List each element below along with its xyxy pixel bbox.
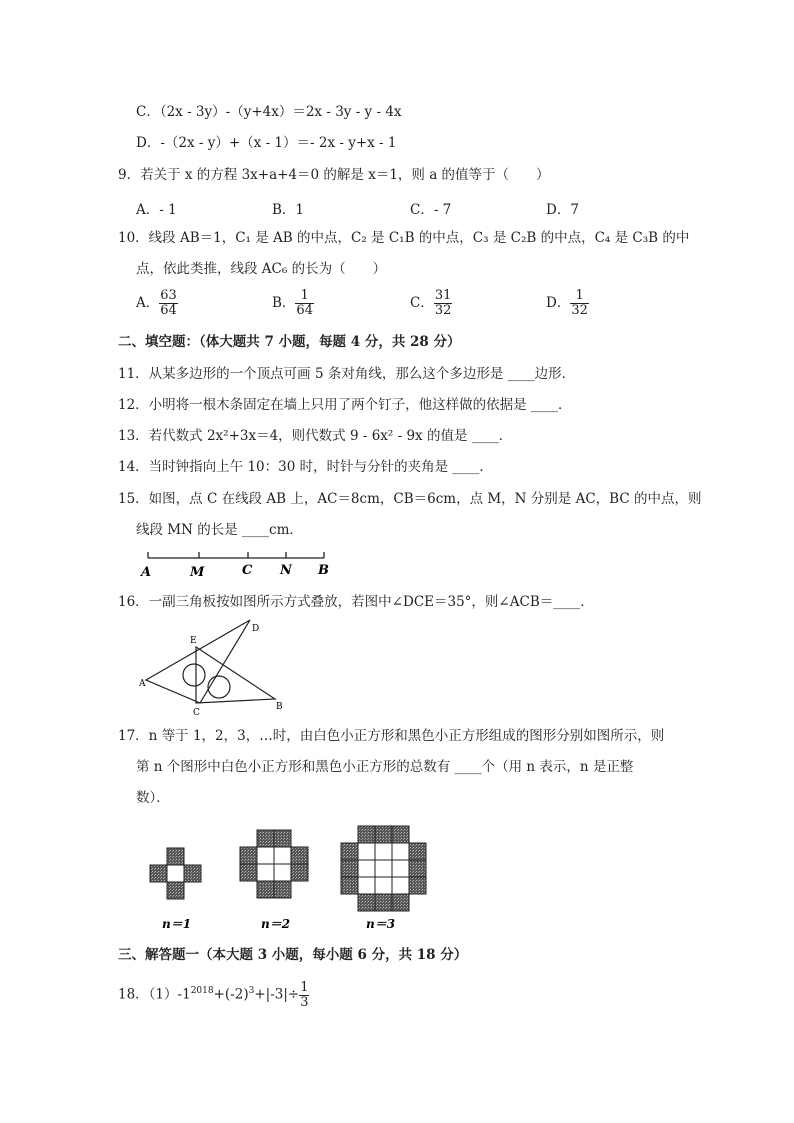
triangle-rulers-figure bbox=[138, 614, 288, 718]
ruler-hole-right bbox=[208, 676, 230, 698]
square-patterns-figure bbox=[140, 820, 440, 936]
label-c: C bbox=[242, 563, 253, 578]
q15-stem-line2: 线段 MN 的长是 ____cm． bbox=[136, 522, 303, 538]
label-n: N bbox=[280, 563, 292, 578]
caption-n3: n＝3 bbox=[366, 917, 396, 931]
q17-stem-line3: 数）． bbox=[136, 790, 170, 806]
label-m: M bbox=[190, 565, 205, 580]
q14: 14．当时钟指向上午 10：30 时，时针与分针的夹角是 ____． bbox=[118, 459, 493, 475]
q15-stem-line1: 15．如图，点 C 在线段 AB 上，AC＝8cm，CB＝6cm，点 M，N 分别是 AC，BC 的中点，则 bbox=[118, 491, 702, 507]
pattern-n1 bbox=[150, 848, 201, 899]
q10-stem-line1: 10．线段 AB＝1，C₁ 是 AB 的中点，C₂ 是 C₁B 的中点，C₃ 是 C₂B 的中点，C₄ 是 C₃B 的中 bbox=[118, 230, 690, 246]
label-b: B bbox=[318, 563, 329, 578]
caption-n2: n＝2 bbox=[261, 917, 291, 931]
label-a: A bbox=[141, 565, 152, 580]
fraction-b: $\frac{1}{64}$ bbox=[296, 288, 313, 318]
q8-option-c: C．（2x - 3y）-（y+4x）＝2x - 3y - y - 4x bbox=[136, 104, 402, 120]
caption-n1: n＝1 bbox=[162, 917, 192, 931]
q12: 12．小明将一根木条固定在墙上只用了两个钉子，他这样做的依据是 ____． bbox=[118, 397, 572, 413]
section-3-heading: 三、解答题一（本大题 3 小题，每小题 6 分，共 18 分） bbox=[118, 947, 468, 963]
q9-option-d: D．7 bbox=[546, 202, 579, 218]
triangle-adc bbox=[146, 620, 250, 703]
q9-option-c: C．- 7 bbox=[410, 202, 452, 218]
fraction-c: $\frac{31}{32}$ bbox=[434, 288, 452, 318]
q10-option-b: B． $\frac{1}{64}$ bbox=[272, 288, 313, 318]
q16-stem: 16．一副三角板按如图所示方式叠放，若图中∠DCE＝35°，则∠ACB＝____． bbox=[118, 594, 594, 610]
fraction-a: $\frac{63}{64}$ bbox=[160, 288, 177, 318]
fraction-d: $\frac{1}{32}$ bbox=[571, 288, 588, 318]
ruler-hole-left bbox=[183, 664, 205, 686]
pattern-n2 bbox=[240, 830, 308, 898]
label-c-tri: C bbox=[193, 708, 200, 718]
triangle-ecb bbox=[196, 647, 275, 703]
label-d: D bbox=[252, 624, 260, 634]
q10-option-a: A． $\frac{63}{64}$ bbox=[136, 288, 177, 318]
pattern-n3 bbox=[341, 826, 426, 911]
q8-option-d: D．-（2x - y）+（x - 1）＝- 2x - y+x - 1 bbox=[136, 135, 397, 151]
q17-stem-line2: 第 n 个图形中白色小正方形和黑色小正方形的总数有 ____个（用 n 表示，n 是正整 bbox=[136, 759, 634, 775]
q9-option-a: A．- 1 bbox=[136, 202, 177, 218]
label-e: E bbox=[190, 636, 197, 646]
q11: 11．从某多边形的一个顶点可画 5 条对角线，那么这个多边形是 ____边形． bbox=[118, 366, 576, 382]
q9-stem: 9．若关于 x 的方程 3x+a+4＝0 的解是 x＝1，则 a 的值等于（ ） bbox=[118, 167, 550, 183]
q17-stem-line1: 17．n 等于 1，2，3，…时，由白色小正方形和黑色小正方形组成的图形分别如图所示，则 bbox=[118, 728, 665, 744]
q18-part1: 18．$(1)-1^{2018}+(-2)^3+|-3|\div$ $\frac{1}{3}$ bbox=[118, 979, 309, 1010]
label-b-tri: B bbox=[276, 702, 283, 712]
q9-option-b: B．1 bbox=[272, 202, 305, 218]
label-a-tri: A bbox=[139, 679, 146, 689]
fraction-one-third: $\frac{1}{3}$ bbox=[300, 979, 309, 1010]
q10-option-c: C． $\frac{31}{32}$ bbox=[410, 288, 452, 318]
q13: 13．若代数式 2x²+3x＝4，则代数式 9 - 6x² - 9x 的值是 ____． bbox=[118, 428, 513, 444]
q10-stem-line2: 点，依此类推，线段 AC₆ 的长为（ ） bbox=[136, 261, 387, 277]
q10-option-d: D． $\frac{1}{32}$ bbox=[546, 288, 588, 318]
section-2-heading: 二、填空题：（体大题共 7 小题，每题 4 分，共 28 分） bbox=[118, 334, 461, 350]
segment-figure bbox=[138, 548, 338, 580]
